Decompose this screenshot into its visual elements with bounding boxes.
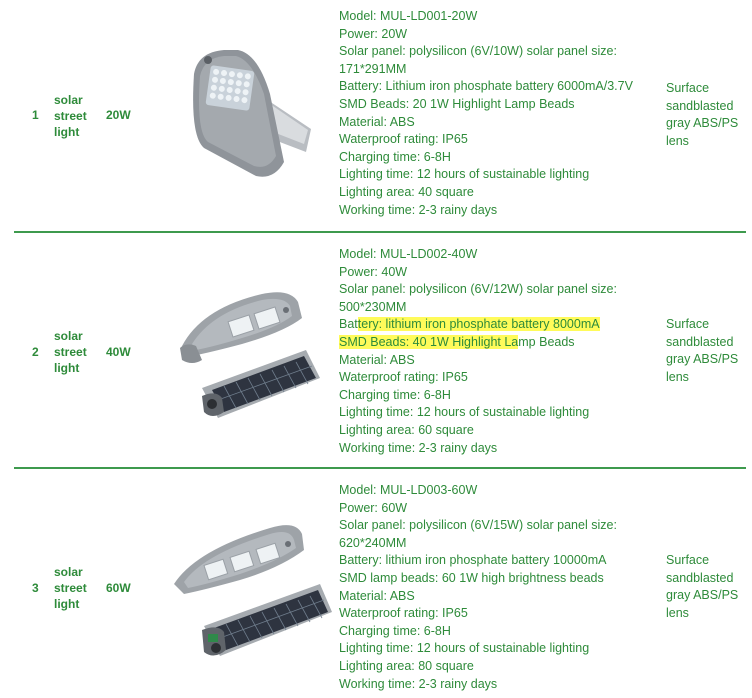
product-row-1	[0, 0, 752, 232]
spec-material: Material: ABS	[339, 588, 415, 603]
spec-beads-plain: mp Beads	[518, 334, 575, 349]
spec-list	[339, 8, 659, 219]
row-divider	[14, 231, 746, 233]
spec-solar-panel: Solar panel: polysilicon (6V/10W) solar panel size: 171*291MM	[339, 44, 617, 76]
product-power: 60W	[106, 581, 131, 595]
spec-solar-panel: Solar panel: polysilicon (6V/12W) solar panel size: 500*230MM	[339, 282, 617, 314]
spec-material: Material: ABS	[339, 352, 415, 367]
spec-power: Power: 40W	[339, 264, 408, 279]
product-row-2	[0, 236, 752, 466]
spec-battery-plain: Bat	[339, 317, 358, 332]
spec-model: Model: MUL-LD003-60W	[339, 483, 478, 497]
street-light-20w-image	[186, 44, 316, 184]
row-divider	[14, 467, 746, 469]
product-row-3	[0, 472, 752, 698]
spec-power: Power: 60W	[339, 500, 408, 515]
spec-beads	[339, 334, 659, 352]
spec-battery: Battery: lithium iron phosphate battery 10000mA	[339, 553, 607, 568]
spec-working-time: Working time: 2-3 rainy days	[339, 440, 498, 455]
spec-battery	[339, 316, 659, 334]
spec-charging: Charging time: 6-8H	[339, 387, 451, 402]
spec-power: Power: 20W	[339, 26, 408, 41]
row-number: 3	[32, 581, 39, 595]
spec-waterproof: Waterproof rating: IP65	[339, 132, 468, 147]
spec-waterproof: Waterproof rating: IP65	[339, 606, 468, 621]
spec-material: Material: ABS	[339, 114, 415, 129]
finish-description: Surface sandblasted gray ABS/PS lens	[666, 81, 739, 148]
spec-lighting-area: Lighting area: 40 square	[339, 184, 474, 199]
product-power: 40W	[106, 345, 131, 359]
product-name: solar street light	[54, 329, 87, 375]
street-light-40w-image	[172, 288, 322, 428]
spec-waterproof: Waterproof rating: IP65	[339, 370, 468, 385]
spec-lighting-time: Lighting time: 12 hours of sustainable lighting	[339, 167, 590, 182]
spec-list	[339, 482, 659, 693]
street-light-60w-image	[170, 520, 334, 666]
product-name: solar street light	[54, 565, 87, 611]
spec-lighting-area: Lighting area: 60 square	[339, 422, 474, 437]
spec-model: Model: MUL-LD001-20W	[339, 9, 478, 23]
row-number: 2	[32, 345, 39, 359]
finish-description: Surface sandblasted gray ABS/PS lens	[666, 553, 739, 620]
spec-list	[339, 246, 659, 457]
product-power: 20W	[106, 108, 131, 122]
row-number: 1	[32, 108, 39, 122]
spec-charging: Charging time: 6-8H	[339, 149, 451, 164]
product-name: solar street light	[54, 93, 87, 139]
spec-charging: Charging time: 6-8H	[339, 623, 451, 638]
spec-battery-highlighted: tery: lithium iron phosphate battery 8000mA	[357, 317, 600, 332]
spec-working-time: Working time: 2-3 rainy days	[339, 676, 498, 691]
spec-battery: Battery: Lithium iron phosphate battery 6000mA/3.7V	[339, 79, 633, 94]
spec-model: Model: MUL-LD002-40W	[339, 247, 478, 261]
spec-lighting-time: Lighting time: 12 hours of sustainable lighting	[339, 405, 590, 420]
spec-solar-panel: Solar panel: polysilicon (6V/15W) solar panel size: 620*240MM	[339, 518, 617, 550]
spec-working-time: Working time: 2-3 rainy days	[339, 202, 498, 217]
spec-beads-highlighted: SMD Beads: 40 1W Highlight La	[339, 334, 519, 349]
spec-beads: SMD lamp beads: 60 1W high brightness beads	[339, 570, 604, 585]
finish-description: Surface sandblasted gray ABS/PS lens	[666, 317, 739, 384]
spec-lighting-area: Lighting area: 80 square	[339, 658, 474, 673]
spec-beads: SMD Beads: 20 1W Highlight Lamp Beads	[339, 96, 575, 111]
spec-lighting-time: Lighting time: 12 hours of sustainable lighting	[339, 641, 590, 656]
